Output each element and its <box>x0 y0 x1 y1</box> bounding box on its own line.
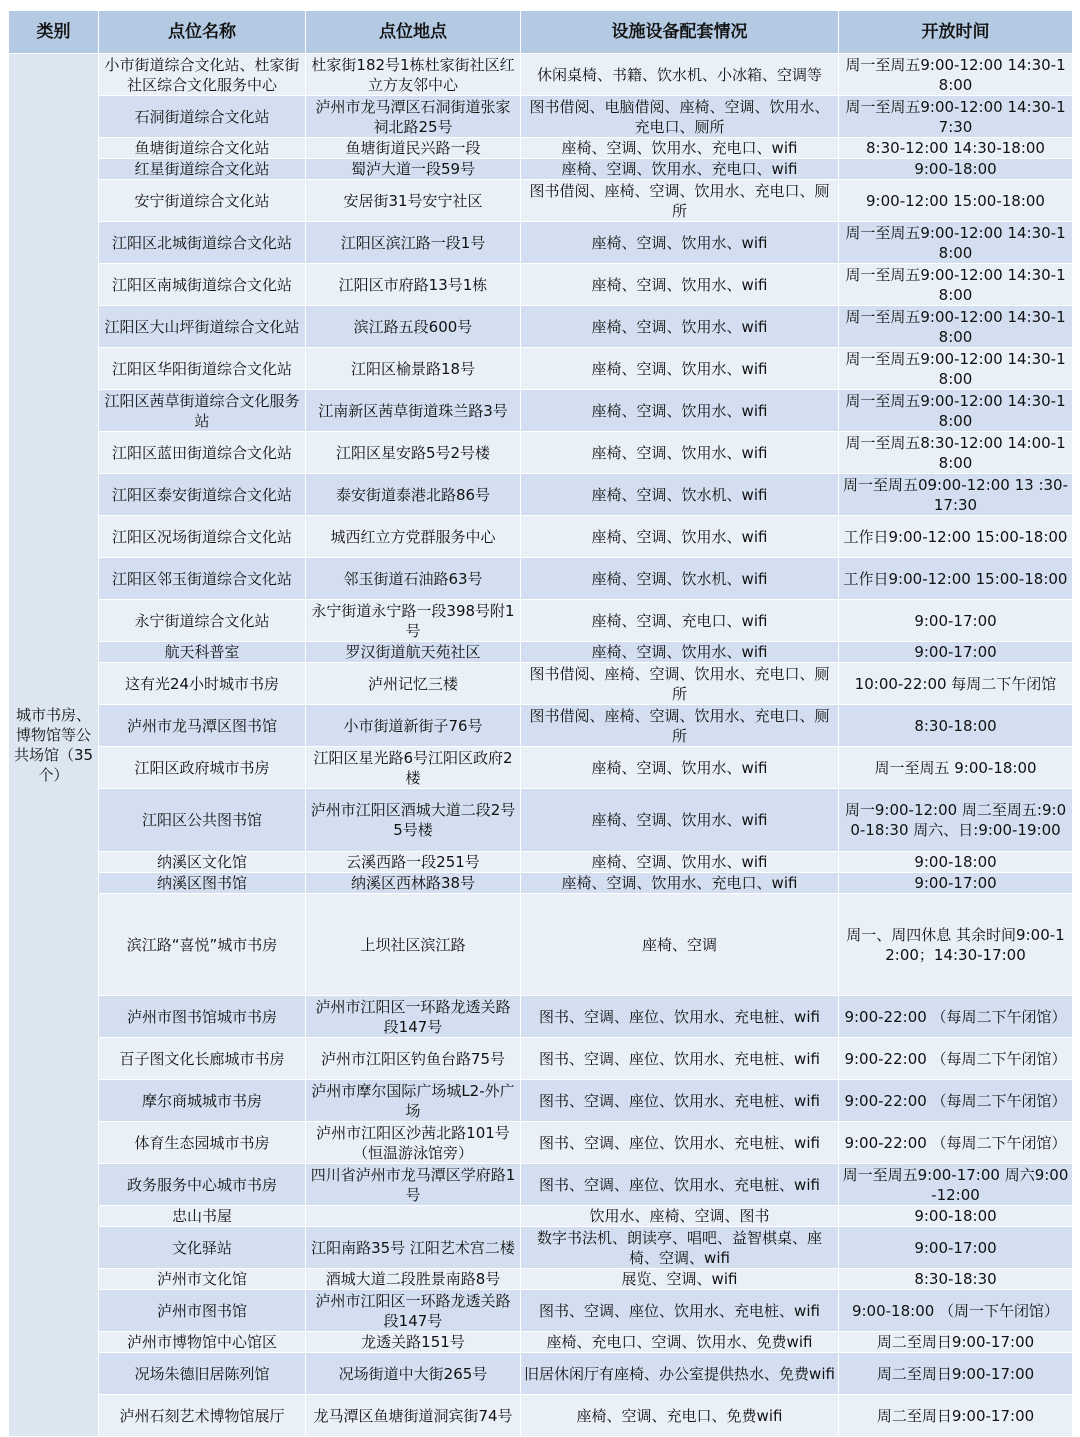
table-row <box>9 159 1073 180</box>
cell-address: 鱼塘街道民兴路一段 <box>306 138 521 159</box>
cell-facilities: 座椅、空调、饮用水、充电口、wifi <box>521 159 839 180</box>
table-row <box>9 1332 1073 1353</box>
table-row <box>9 390 1073 432</box>
table-row <box>9 180 1073 222</box>
cell-address: 泸州记忆三楼 <box>306 663 521 705</box>
cell-name: 江阳区蓝田街道综合文化站 <box>99 432 306 474</box>
cell-hours: 9:00-17:00 <box>839 1227 1073 1269</box>
cell-hours: 9:00-18:00 <box>839 159 1073 180</box>
cell-hours: 9:00-17:00 <box>839 642 1073 663</box>
cell-address: 江阳区星安路5号2号楼 <box>306 432 521 474</box>
table-body <box>9 54 1073 1437</box>
cell-name: 江阳区北城街道综合文化站 <box>99 222 306 264</box>
cell-facilities: 座椅、空调、饮用水、wifi <box>521 264 839 306</box>
cell-hours: 周二至周日9:00-17:00 <box>839 1353 1073 1395</box>
cell-facilities: 座椅、空调、饮水机、wifi <box>521 474 839 516</box>
table-row <box>9 705 1073 747</box>
cell-name: 百子图文化长廊城市书房 <box>99 1038 306 1080</box>
table-row <box>9 642 1073 663</box>
table-row <box>9 663 1073 705</box>
table-row <box>9 852 1073 873</box>
cell-address: 江阳区榆景路18号 <box>306 348 521 390</box>
table-row <box>9 1290 1073 1332</box>
table-row <box>9 516 1073 558</box>
cell-facilities: 座椅、空调、饮用水、充电口、wifi <box>521 873 839 894</box>
table-row <box>9 1269 1073 1290</box>
cell-hours: 9:00-22:00 （每周二下午闭馆） <box>839 1080 1073 1122</box>
table-row <box>9 1122 1073 1164</box>
cell-address: 泰安街道泰港北路86号 <box>306 474 521 516</box>
cell-address: 江阳南路35号 江阳艺术宫二楼 <box>306 1227 521 1269</box>
cell-hours: 周二至周日9:00-17:00 <box>839 1395 1073 1437</box>
table-row <box>9 264 1073 306</box>
cell-hours: 9:00-18:00 <box>839 852 1073 873</box>
cell-facilities: 图书借阅、座椅、空调、饮用水、充电口、厕所 <box>521 705 839 747</box>
cell-address <box>306 1206 521 1227</box>
cell-address: 泸州市江阳区一环路龙透关路段147号 <box>306 996 521 1038</box>
table-row <box>9 348 1073 390</box>
cell-hours: 周一9:00-12:00 周二至周五:9:00-18:30 周六、日:9:00-19:00 <box>839 789 1073 852</box>
cell-address: 江阳区市府路13号1栋 <box>306 264 521 306</box>
cell-hours: 9:00-18:00 <box>839 1206 1073 1227</box>
cell-hours: 周一至周五9:00-17:00 周六9:00-12:00 <box>839 1164 1073 1206</box>
cell-name: 江阳区南城街道综合文化站 <box>99 264 306 306</box>
header-row <box>9 11 1073 54</box>
cell-address: 江阳区滨江路一段1号 <box>306 222 521 264</box>
cell-name: 纳溪区文化馆 <box>99 852 306 873</box>
cell-facilities: 座椅、空调、饮用水、wifi <box>521 516 839 558</box>
header-category: 类别 <box>9 11 99 54</box>
cell-name: 航天科普室 <box>99 642 306 663</box>
cell-name: 体育生态园城市书房 <box>99 1122 306 1164</box>
cell-hours: 8:30-18:30 <box>839 1269 1073 1290</box>
table-row <box>9 789 1073 852</box>
cell-hours: 周一至周五 9:00-18:00 <box>839 747 1073 789</box>
cell-facilities: 座椅、空调 <box>521 894 839 996</box>
cell-address: 小市街道新街子76号 <box>306 705 521 747</box>
cell-address: 纳溪区西林路38号 <box>306 873 521 894</box>
category-cell: 城市书房、博物馆等公共场馆（35个） <box>9 54 99 1437</box>
cell-address: 永宁街道永宁路一段398号附1号 <box>306 600 521 642</box>
cell-name: 江阳区况场街道综合文化站 <box>99 516 306 558</box>
cell-name: 江阳区泰安街道综合文化站 <box>99 474 306 516</box>
header-hours: 开放时间 <box>839 11 1073 54</box>
cell-name: 江阳区政府城市书房 <box>99 747 306 789</box>
cell-address: 龙透关路151号 <box>306 1332 521 1353</box>
cell-facilities: 座椅、空调、饮用水、wifi <box>521 390 839 432</box>
cell-facilities: 座椅、充电口、空调、饮用水、免费wifi <box>521 1332 839 1353</box>
cell-hours: 9:00-22:00 （每周二下午闭馆） <box>839 1038 1073 1080</box>
cell-hours: 周一至周五8:30-12:00 14:00-18:00 <box>839 432 1073 474</box>
cell-hours: 工作日9:00-12:00 15:00-18:00 <box>839 516 1073 558</box>
table-row <box>9 1164 1073 1206</box>
cell-name: 石洞街道综合文化站 <box>99 96 306 138</box>
table-row <box>9 1080 1073 1122</box>
cell-address: 杜家街182号1栋杜家街社区红立方友邻中心 <box>306 54 521 96</box>
header-address: 点位地点 <box>306 11 521 54</box>
cell-address: 泸州市江阳区一环路龙透关路段147号 <box>306 1290 521 1332</box>
cell-hours: 周一至周五9:00-12:00 14:30-18:00 <box>839 264 1073 306</box>
cell-name: 鱼塘街道综合文化站 <box>99 138 306 159</box>
table-row <box>9 1395 1073 1437</box>
header-name: 点位名称 <box>99 11 306 54</box>
cell-hours: 9:00-17:00 <box>839 873 1073 894</box>
cell-address: 邻玉街道石油路63号 <box>306 558 521 600</box>
cell-name: 江阳区公共图书馆 <box>99 789 306 852</box>
cell-facilities: 图书、空调、座位、饮用水、充电桩、wifi <box>521 1164 839 1206</box>
cell-hours: 9:00-18:00 （周一下午闭馆） <box>839 1290 1073 1332</box>
cell-name: 况场朱德旧居陈列馆 <box>99 1353 306 1395</box>
cell-facilities: 座椅、空调、饮用水、wifi <box>521 432 839 474</box>
cell-name: 纳溪区图书馆 <box>99 873 306 894</box>
cell-facilities: 座椅、空调、充电口、wifi <box>521 600 839 642</box>
cell-name: 泸州市图书馆 <box>99 1290 306 1332</box>
cell-facilities: 座椅、空调、充电口、免费wifi <box>521 1395 839 1437</box>
venue-table <box>8 10 1073 1437</box>
table-row <box>9 1353 1073 1395</box>
cell-facilities: 旧居休闲厅有座椅、办公室提供热水、免费wifi <box>521 1353 839 1395</box>
table-row <box>9 558 1073 600</box>
cell-address: 况场街道中大街265号 <box>306 1353 521 1395</box>
table-row <box>9 222 1073 264</box>
cell-hours: 10:00-22:00 每周二下午闭馆 <box>839 663 1073 705</box>
cell-name: 泸州市文化馆 <box>99 1269 306 1290</box>
cell-facilities: 图书、空调、座位、饮用水、充电桩、wifi <box>521 1122 839 1164</box>
cell-facilities: 座椅、空调、饮用水、wifi <box>521 222 839 264</box>
cell-hours: 8:30-12:00 14:30-18:00 <box>839 138 1073 159</box>
cell-name: 江阳区茜草街道综合文化服务站 <box>99 390 306 432</box>
cell-hours: 周一至周五9:00-12:00 14:30-18:00 <box>839 306 1073 348</box>
cell-name: 安宁街道综合文化站 <box>99 180 306 222</box>
cell-name: 江阳区大山坪街道综合文化站 <box>99 306 306 348</box>
venue-table-sheet <box>8 10 1072 1437</box>
cell-facilities: 图书、空调、座位、饮用水、充电桩、wifi <box>521 1290 839 1332</box>
cell-name: 这有光24小时城市书房 <box>99 663 306 705</box>
cell-hours: 9:00-22:00 （每周二下午闭馆） <box>839 996 1073 1038</box>
cell-address: 酒城大道二段胜景南路8号 <box>306 1269 521 1290</box>
cell-address: 泸州市江阳区沙茜北路101号（恒温游泳馆旁） <box>306 1122 521 1164</box>
table-row <box>9 474 1073 516</box>
table-row <box>9 96 1073 138</box>
table-row <box>9 1227 1073 1269</box>
cell-facilities: 座椅、空调、饮用水、wifi <box>521 306 839 348</box>
cell-address: 泸州市江阳区酒城大道二段2号5号楼 <box>306 789 521 852</box>
cell-address: 云溪西路一段251号 <box>306 852 521 873</box>
cell-hours: 9:00-17:00 <box>839 600 1073 642</box>
cell-facilities: 座椅、空调、饮用水、wifi <box>521 348 839 390</box>
cell-hours: 9:00-22:00 （每周二下午闭馆） <box>839 1122 1073 1164</box>
cell-name: 忠山书屋 <box>99 1206 306 1227</box>
cell-facilities: 饮用水、座椅、空调、图书 <box>521 1206 839 1227</box>
cell-facilities: 座椅、空调、饮水机、wifi <box>521 558 839 600</box>
cell-hours: 工作日9:00-12:00 15:00-18:00 <box>839 558 1073 600</box>
cell-facilities: 图书、空调、座位、饮用水、充电桩、wifi <box>521 1080 839 1122</box>
cell-address: 城西红立方党群服务中心 <box>306 516 521 558</box>
cell-name: 泸州市博物馆中心馆区 <box>99 1332 306 1353</box>
cell-facilities: 图书、空调、座位、饮用水、充电桩、wifi <box>521 996 839 1038</box>
cell-hours: 周一至周五9:00-12:00 14:30-18:00 <box>839 54 1073 96</box>
table-row <box>9 1038 1073 1080</box>
header-facilities: 设施设备配套情况 <box>521 11 839 54</box>
cell-hours: 周一至周五9:00-12:00 14:30-18:00 <box>839 390 1073 432</box>
cell-name: 摩尔商城城市书房 <box>99 1080 306 1122</box>
cell-name: 泸州石刻艺术博物馆展厅 <box>99 1395 306 1437</box>
cell-facilities: 座椅、空调、饮用水、wifi <box>521 789 839 852</box>
cell-name: 江阳区华阳街道综合文化站 <box>99 348 306 390</box>
table-row <box>9 894 1073 996</box>
cell-hours: 周一至周五9:00-12:00 14:30-17:30 <box>839 96 1073 138</box>
cell-facilities: 图书借阅、座椅、空调、饮用水、充电口、厕所 <box>521 180 839 222</box>
cell-address: 安居街31号安宁社区 <box>306 180 521 222</box>
cell-hours: 周一至周五09:00-12:00 13 :30-17:30 <box>839 474 1073 516</box>
cell-facilities: 座椅、空调、饮用水、充电口、wifi <box>521 138 839 159</box>
cell-name: 文化驿站 <box>99 1227 306 1269</box>
cell-facilities: 数字书法机、朗读亭、唱吧、益智棋桌、座椅、空调、wifi <box>521 1227 839 1269</box>
cell-name: 政务服务中心城市书房 <box>99 1164 306 1206</box>
cell-address: 龙马潭区鱼塘街道洞宾街74号 <box>306 1395 521 1437</box>
table-row <box>9 747 1073 789</box>
cell-address: 滨江路五段600号 <box>306 306 521 348</box>
cell-address: 江阳区星光路6号江阳区政府2楼 <box>306 747 521 789</box>
cell-hours: 周二至周日9:00-17:00 <box>839 1332 1073 1353</box>
table-row <box>9 996 1073 1038</box>
table-row <box>9 600 1073 642</box>
table-row <box>9 873 1073 894</box>
cell-address: 泸州市龙马潭区石洞街道张家祠北路25号 <box>306 96 521 138</box>
cell-facilities: 图书借阅、座椅、空调、饮用水、充电口、厕所 <box>521 663 839 705</box>
cell-hours: 周一、周四休息 其余时间9:00-12:00；14:30-17:00 <box>839 894 1073 996</box>
cell-facilities: 图书、空调、座位、饮用水、充电桩、wifi <box>521 1038 839 1080</box>
cell-facilities: 展览、空调、wifi <box>521 1269 839 1290</box>
cell-address: 罗汉街道航天苑社区 <box>306 642 521 663</box>
cell-name: 滨江路“喜悦”城市书房 <box>99 894 306 996</box>
cell-hours: 8:30-18:00 <box>839 705 1073 747</box>
cell-address: 泸州市江阳区钓鱼台路75号 <box>306 1038 521 1080</box>
cell-name: 小市街道综合文化站、杜家街社区综合文化服务中心 <box>99 54 306 96</box>
cell-address: 上坝社区滨江路 <box>306 894 521 996</box>
cell-name: 泸州市图书馆城市书房 <box>99 996 306 1038</box>
cell-hours: 9:00-12:00 15:00-18:00 <box>839 180 1073 222</box>
table-row <box>9 432 1073 474</box>
table-row <box>9 1206 1073 1227</box>
cell-facilities: 座椅、空调、饮用水、wifi <box>521 852 839 873</box>
cell-facilities: 座椅、空调、饮用水、wifi <box>521 747 839 789</box>
cell-facilities: 图书借阅、电脑借阅、座椅、空调、饮用水、充电口、厕所 <box>521 96 839 138</box>
table-row <box>9 54 1073 96</box>
cell-name: 泸州市龙马潭区图书馆 <box>99 705 306 747</box>
cell-hours: 周一至周五9:00-12:00 14:30-18:00 <box>839 348 1073 390</box>
table-row <box>9 138 1073 159</box>
cell-name: 永宁街道综合文化站 <box>99 600 306 642</box>
cell-facilities: 休闲桌椅、书籍、饮水机、小冰箱、空调等 <box>521 54 839 96</box>
cell-hours: 周一至周五9:00-12:00 14:30-18:00 <box>839 222 1073 264</box>
cell-facilities: 座椅、空调、饮用水、wifi <box>521 642 839 663</box>
table-row <box>9 306 1073 348</box>
cell-address: 泸州市摩尔国际广场城L2-外广场 <box>306 1080 521 1122</box>
cell-address: 蜀泸大道一段59号 <box>306 159 521 180</box>
cell-address: 江南新区茜草街道珠兰路3号 <box>306 390 521 432</box>
cell-address: 四川省泸州市龙马潭区学府路1号 <box>306 1164 521 1206</box>
cell-name: 江阳区邻玉街道综合文化站 <box>99 558 306 600</box>
cell-name: 红星街道综合文化站 <box>99 159 306 180</box>
